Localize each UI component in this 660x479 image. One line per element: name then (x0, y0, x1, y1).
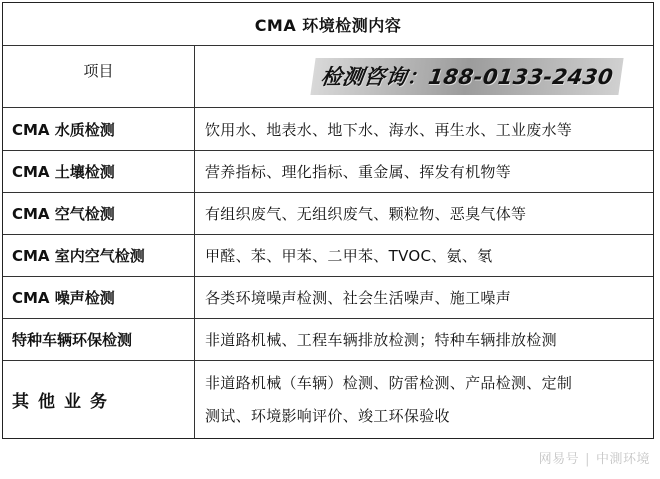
table-row (3, 319, 653, 361)
row-item-name: 特种车辆环保检测 (3, 319, 195, 360)
row-item-name: CMA 噪声检测 (3, 277, 195, 318)
other-content-line-2: 测试、环境影响评价、竣工环保验收 (205, 406, 450, 425)
item-column-header: 项目 (3, 46, 195, 107)
row-item-name: CMA 室内空气检测 (3, 235, 195, 276)
table-row (3, 235, 653, 277)
source-watermark: 网易号 | 中測环境 (538, 452, 650, 467)
row-item-content: 各类环境噪声检测、社会生活噪声、施工噪声 (205, 289, 512, 307)
watermark-source: 网易号 (538, 452, 580, 467)
row-item-name: CMA 水质检测 (3, 108, 195, 150)
row-item-content: 非道路机械、工程车辆排放检测；特种车辆排放检测 (205, 331, 557, 349)
table-title: CMA 环境检测内容 (254, 15, 402, 35)
row-item-name: 其他业务 (3, 361, 195, 438)
row-item-content: 营养指标、理化指标、重金属、挥发有机物等 (205, 163, 512, 181)
watermark-author: 中測环境 (595, 452, 650, 467)
hotline-banner: 检测咨询：188-0133-2430 (310, 58, 623, 95)
row-item-content: 有组织废气、无组织废气、颗粒物、恶臭气体等 (205, 205, 527, 223)
row-item-content (195, 361, 653, 438)
table-row-other (3, 361, 653, 438)
row-item-name: CMA 空气检测 (3, 193, 195, 234)
table-header-row (3, 46, 653, 108)
table-row (3, 193, 653, 235)
detection-content-table (2, 2, 654, 439)
row-item-content: 甲醛、苯、甲苯、二甲苯、TVOC、氨、氡 (205, 247, 493, 265)
table-title-row (3, 3, 653, 46)
row-item-name: CMA 土壤检测 (3, 151, 195, 192)
hotline-cell (195, 46, 653, 107)
row-item-content: 饮用水、地表水、地下水、海水、再生水、工业废水等 (205, 120, 573, 139)
other-content-line-1: 非道路机械（车辆）检测、防雷检测、产品检测、定制 (205, 373, 573, 392)
table-row (3, 277, 653, 319)
table-row (3, 108, 653, 151)
table-row (3, 151, 653, 193)
